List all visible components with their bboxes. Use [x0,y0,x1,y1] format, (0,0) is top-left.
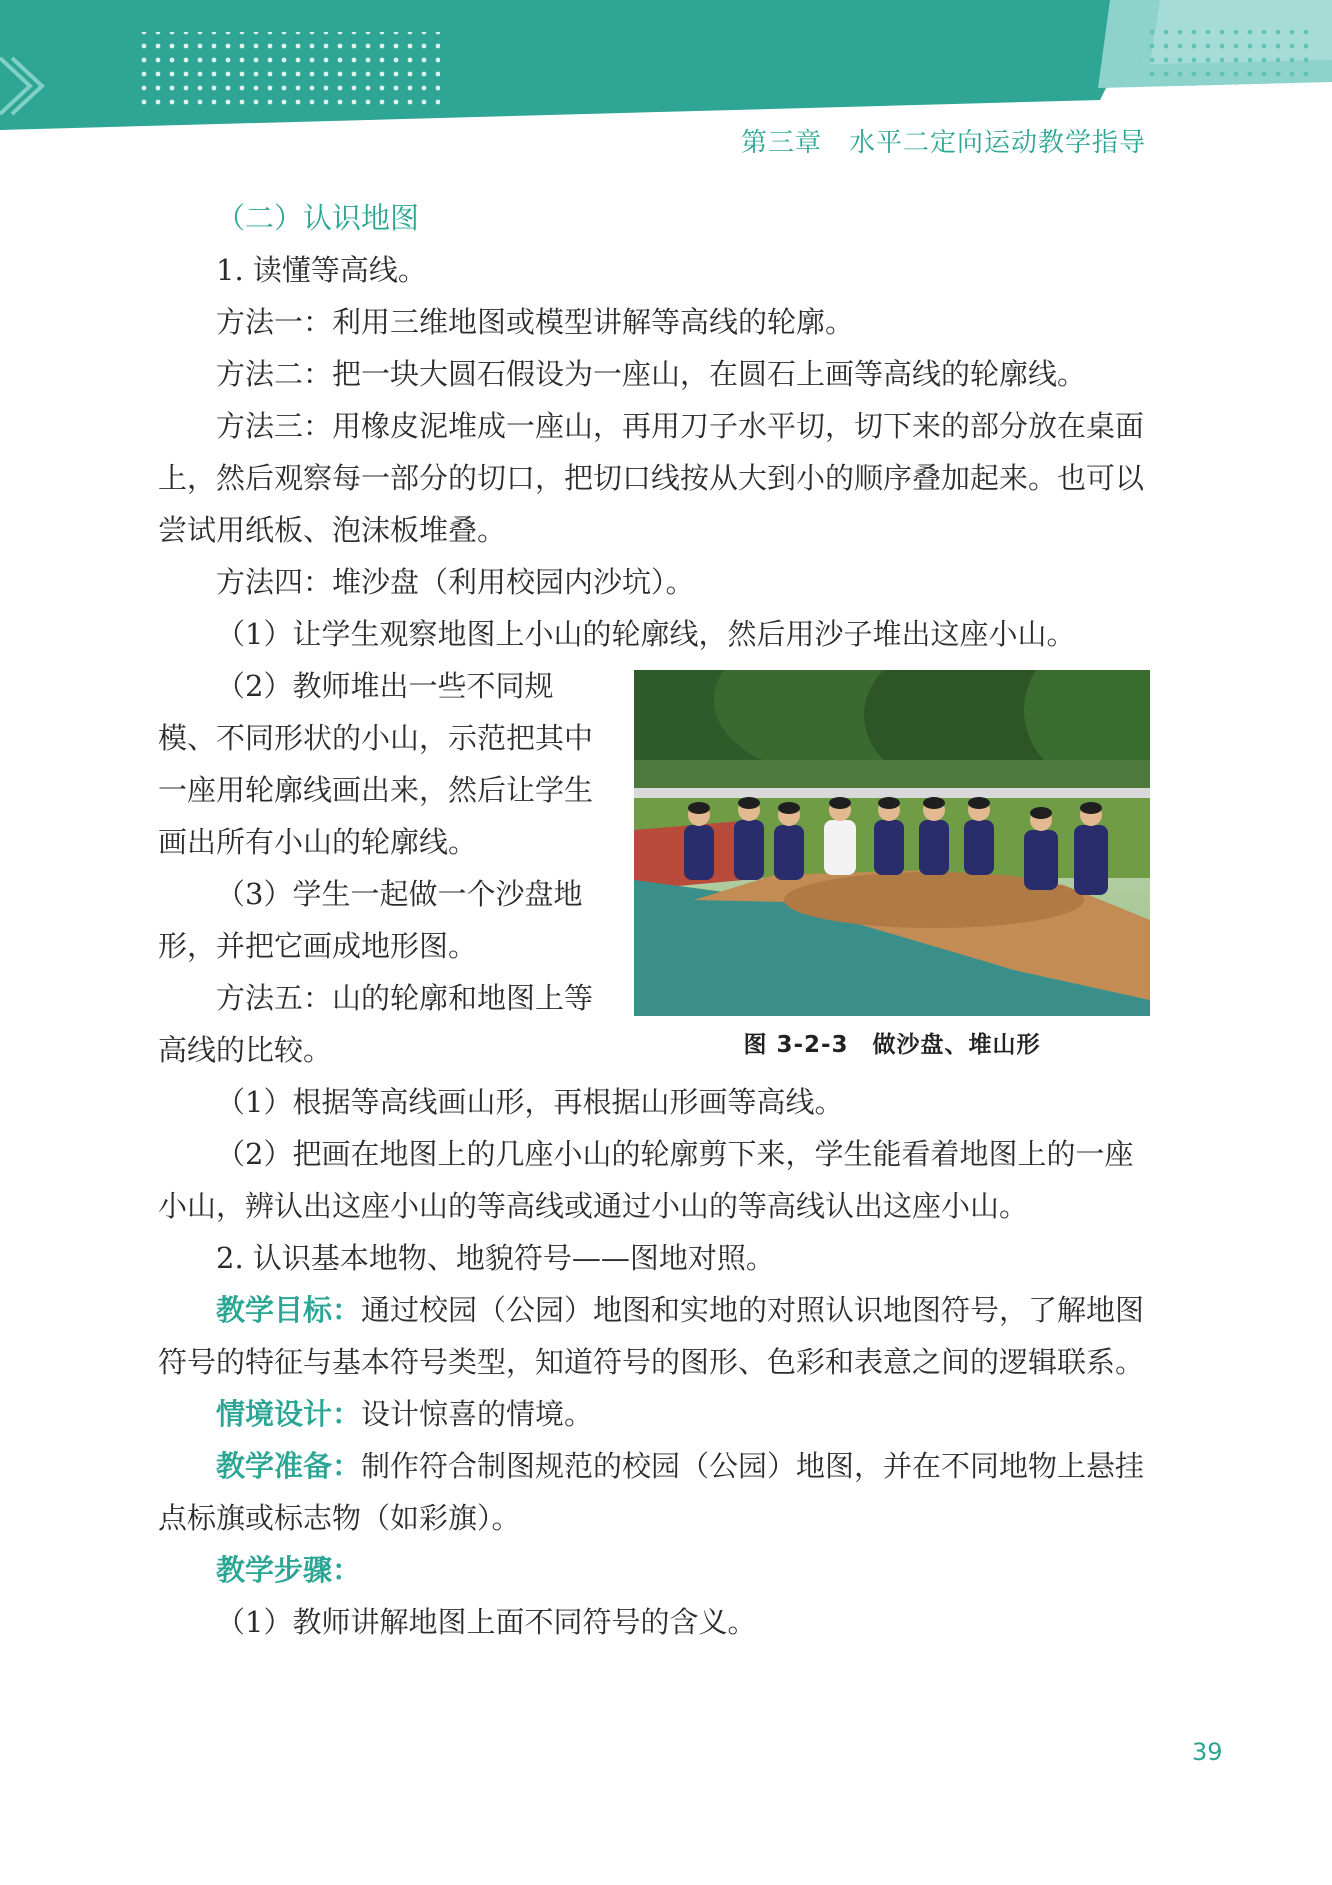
teaching-goal-label: 教学目标： [216,1293,362,1327]
teaching-goal-text: 通过校园（公园）地图和实地的对照认识地图符号，了解地图符号的特征与基本符号类型，知道符号的图形、色彩和表意之间的逻辑联系。 [158,1293,1145,1379]
paragraph: （2）教师堆出一些不同规模、不同形状的小山，示范把其中一座用轮廓线画出来，然后让学生画出所有小山的轮廓线。 [158,669,594,859]
paragraph: 方法五：山的轮廓和地图上等高线的比较。 [158,981,594,1067]
paragraph: （2）把画在地图上的几座小山的轮廓剪下来，学生能看着地图上的一座小山，辨认出这座小山的等高线或通过小山的等高线认出这座小山。 [158,1137,1134,1223]
scenario-design-text: 设计惊喜的情境。 [361,1397,594,1431]
paragraph: 方法一：利用三维地图或模型讲解等高线的轮廓。 [216,305,855,339]
teaching-prep-label: 教学准备： [216,1449,362,1483]
header-banner [0,0,1332,130]
chapter-title: 第三章 水平二定向运动教学指导 [740,128,1146,158]
paragraph: （1）教师讲解地图上面不同符号的含义。 [216,1605,757,1639]
page-number: 39 [1192,1738,1223,1766]
scenario-design [158,1388,1150,1440]
teaching-prep [158,1440,1150,1544]
paragraph: （1）根据等高线画山形，再根据山形画等高线。 [216,1085,844,1119]
figure-wrap-block [158,660,1150,1076]
teaching-steps-label: 教学步骤： [216,1553,362,1587]
paragraph: （1）让学生观察地图上小山的轮廓线，然后用沙子堆出这座小山。 [216,617,1076,651]
paragraph: 方法四：堆沙盘（利用校园内沙坑）。 [216,565,695,599]
figure-caption: 图 3-2-3 做沙盘、堆山形 [743,1032,1041,1058]
figure [634,670,1150,1059]
scenario-design-label: 情境设计： [216,1397,362,1431]
section-heading: （二）认识地图 [216,201,420,235]
teaching-steps [158,1544,1150,1596]
sand-table-photo [634,670,1150,1016]
paragraph: 方法二：把一块大圆石假设为一座山，在圆石上画等高线的轮廓线。 [216,357,1087,391]
teaching-prep-text: 制作符合制图规范的校园（公园）地图，并在不同地物上悬挂点标旗或标志物（如彩旗）。 [158,1449,1145,1535]
page-body [158,192,1150,1648]
paragraph: 1. 读懂等高线。 [216,253,427,287]
paragraph: 2. 认识基本地物、地貌符号——图地对照。 [216,1241,775,1275]
paragraph: 方法三：用橡皮泥堆成一座山，再用刀子水平切，切下来的部分放在桌面上，然后观察每一部分的切口，把切口线按从大到小的顺序叠加起来。也可以尝试用纸板、泡沫板堆叠。 [158,409,1145,547]
wrapped-text [158,660,598,1076]
paragraph: （3）学生一起做一个沙盘地形，并把它画成地形图。 [158,877,583,963]
teaching-goal [158,1284,1150,1388]
